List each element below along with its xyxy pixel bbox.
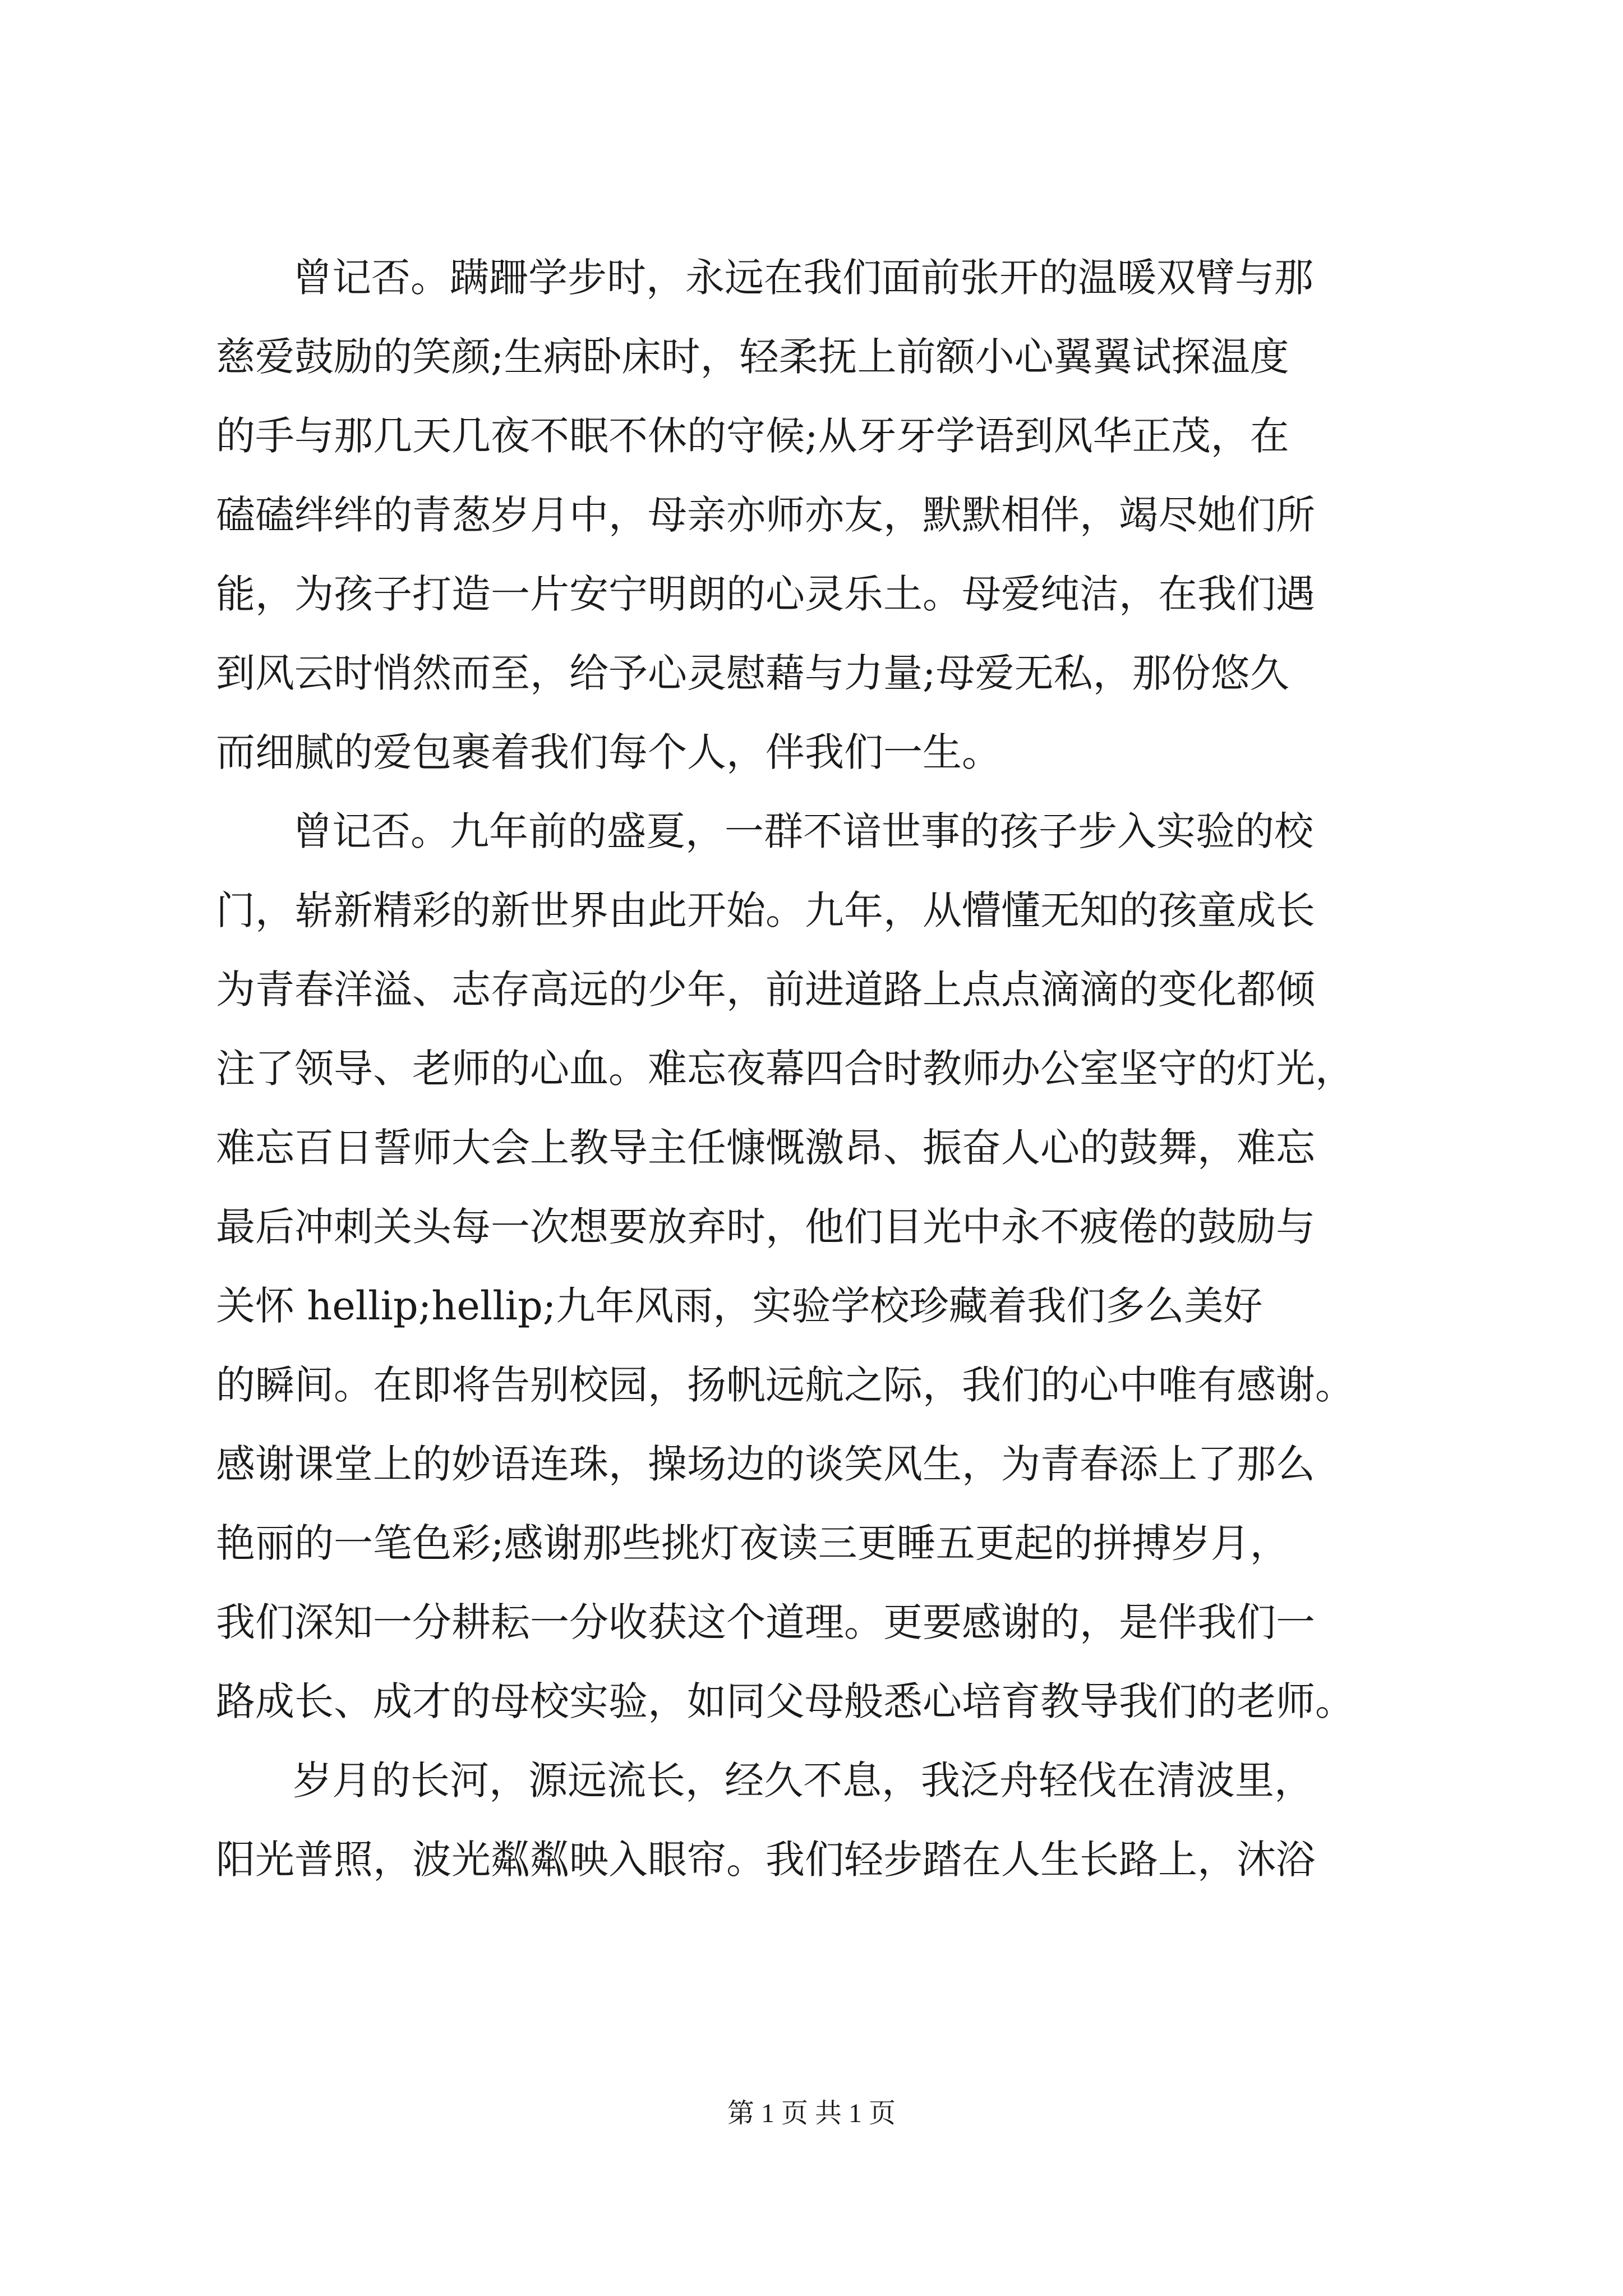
paragraph-2-line-7: 关怀 hellip;hellip;九年风雨，实验学校珍藏着我们多么美好 <box>216 1283 1263 1329</box>
paragraph-2-line-1: 曾记否。九年前的盛夏，一群不谙世事的孩子步入实验的校 <box>293 808 1313 854</box>
paragraph-1-line-4: 磕磕绊绊的青葱岁月中，母亲亦师亦友，默默相伴，竭尽她们所 <box>216 492 1315 538</box>
paragraph-3-line-1: 岁月的长河，源远流长，经久不息，我泛舟轻伐在清波里， <box>293 1757 1313 1803</box>
paragraph-2-line-2: 门，崭新精彩的新世界由此开始。九年，从懵懂无知的孩童成长 <box>216 887 1315 933</box>
paragraph-2-line-10: 艳丽的一笔色彩;感谢那些挑灯夜读三更睡五更起的拼搏岁月， <box>216 1520 1289 1566</box>
paragraph-1-line-5: 能，为孩子打造一片安宁明朗的心灵乐土。母爱纯洁，在我们遇 <box>216 571 1315 617</box>
paragraph-1-line-2: 慈爱鼓励的笑颜;生病卧床时，轻柔抚上前额小心翼翼试探温度 <box>216 334 1289 380</box>
paragraph-2-line-6: 最后冲刺关头每一次想要放弃时，他们目光中永不疲倦的鼓励与 <box>216 1204 1315 1250</box>
paragraph-2-line-9: 感谢课堂上的妙语连珠，操场边的谈笑风生，为青春添上了那么 <box>216 1441 1315 1487</box>
paragraph-1-line-3: 的手与那几天几夜不眠不休的守候;从牙牙学语到风华正茂，在 <box>216 413 1289 459</box>
paragraph-1-line-7: 而细腻的爱包裹着我们每个人，伴我们一生。 <box>216 729 1001 775</box>
document-body <box>216 255 1408 1919</box>
page-number: 第 1 页 共 1 页 <box>727 2099 896 2128</box>
paragraph-2-line-12: 路成长、成才的母校实验，如同父母般悉心培育教导我们的老师。 <box>216 1678 1354 1724</box>
paragraph-2-line-5: 难忘百日誓师大会上教导主任慷慨激昂、振奋人心的鼓舞，难忘 <box>216 1125 1315 1171</box>
paragraph-1-line-1: 曾记否。蹒跚学步时，永远在我们面前张开的温暖双臂与那 <box>293 255 1313 301</box>
paragraph-2-line-8: 的瞬间。在即将告别校园，扬帆远航之际，我们的心中唯有感谢。 <box>216 1362 1354 1408</box>
page-footer <box>0 2098 1623 2129</box>
paragraph-2-line-11: 我们深知一分耕耘一分收获这个道理。更要感谢的，是伴我们一 <box>216 1599 1315 1645</box>
paragraph-2-line-3: 为青春洋溢、志存高远的少年，前进道路上点点滴滴的变化都倾 <box>216 967 1315 1013</box>
paragraph-3-line-2: 阳光普照，波光粼粼映入眼帘。我们轻步踏在人生长路上，沐浴 <box>216 1837 1315 1883</box>
paragraph-1-line-6: 到风云时悄然而至，给予心灵慰藉与力量;母爱无私，那份悠久 <box>216 650 1289 696</box>
paragraph-2-line-4: 注了领导、老师的心血。难忘夜幕四合时教师办公室坚守的灯光， <box>216 1046 1354 1092</box>
